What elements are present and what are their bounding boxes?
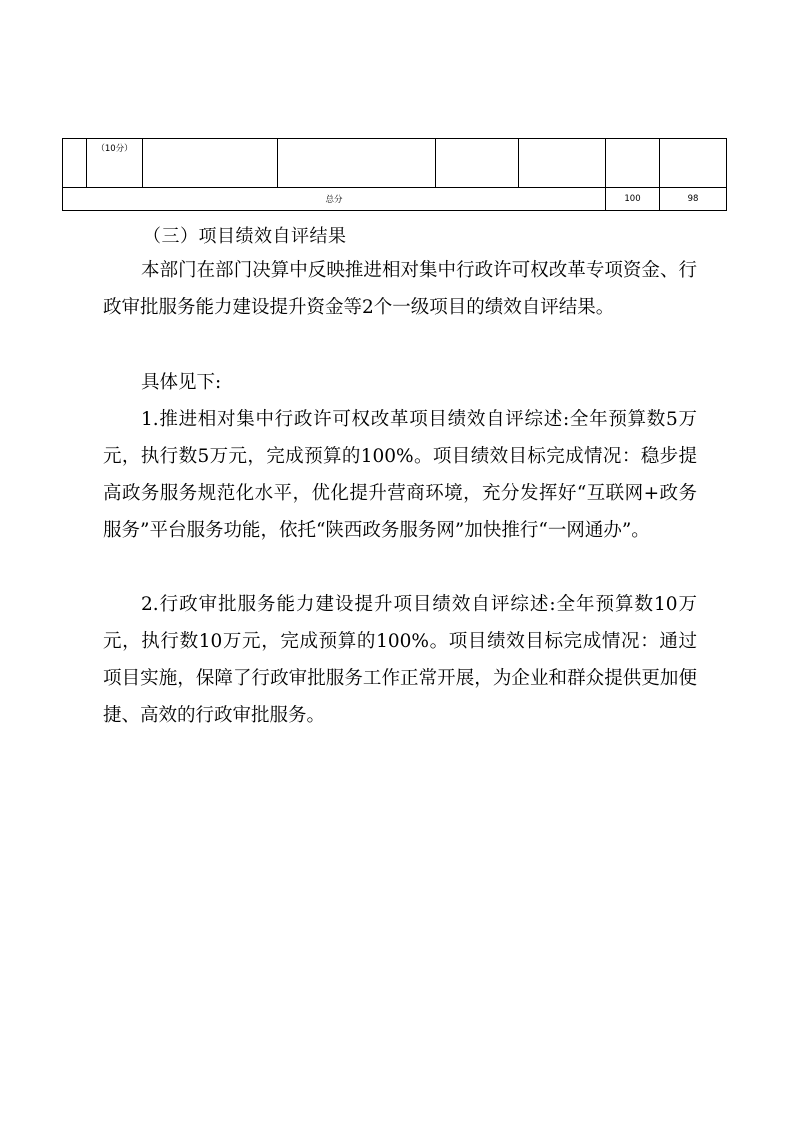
item-2-text: 2.行政审批服务能力建设提升项目绩效自评综述:全年预算数10万元，执行数10万元，完成预算的100%。项目绩效目标完成情况：通过项目实施，保障了行政审批服务工作正常开展，为企业和群众提供更加便捷、高效的行政审批服务。 [103, 594, 697, 726]
table-cell [660, 139, 727, 188]
intro-text: 本部门在部门决算中反映推进相对集中行政许可权改革专项资金、行政审批服务能力建设提升资金等2个一级项目的绩效自评结果。 [103, 260, 697, 318]
details-lead-text: 具体见下: [141, 372, 222, 393]
table-cell [87, 139, 143, 188]
table-cell [143, 139, 278, 188]
item-1-text: 1.推进相对集中行政许可权改革项目绩效自评综述:全年预算数5万元，执行数5万元，完成预算的100%。项目绩效目标完成情况：稳步提高政务服务规范化水平，优化提升营商环境，充分发挥好“互联网+政务服务”平台服务功能，依托“陕西政务服务网”加快推行“一网通办”。 [103, 409, 697, 541]
item-2-paragraph [103, 586, 697, 734]
table-row [63, 139, 727, 188]
total-row [63, 188, 727, 211]
score-note: （10分） [96, 144, 133, 154]
total-score: 98 [660, 188, 727, 211]
total-label: 总分 [63, 188, 606, 211]
table-cell [63, 139, 87, 188]
total-full-score: 100 [606, 188, 660, 211]
intro-paragraph [103, 252, 697, 326]
table-cell [278, 139, 436, 188]
details-lead [103, 364, 697, 401]
table-cell [436, 139, 519, 188]
score-table-fragment [62, 138, 726, 212]
table-cell [519, 139, 606, 188]
score-table [62, 138, 727, 211]
section-heading: （三）项目绩效自评结果 [143, 226, 347, 247]
table-cell [606, 139, 660, 188]
item-1-paragraph [103, 401, 697, 549]
